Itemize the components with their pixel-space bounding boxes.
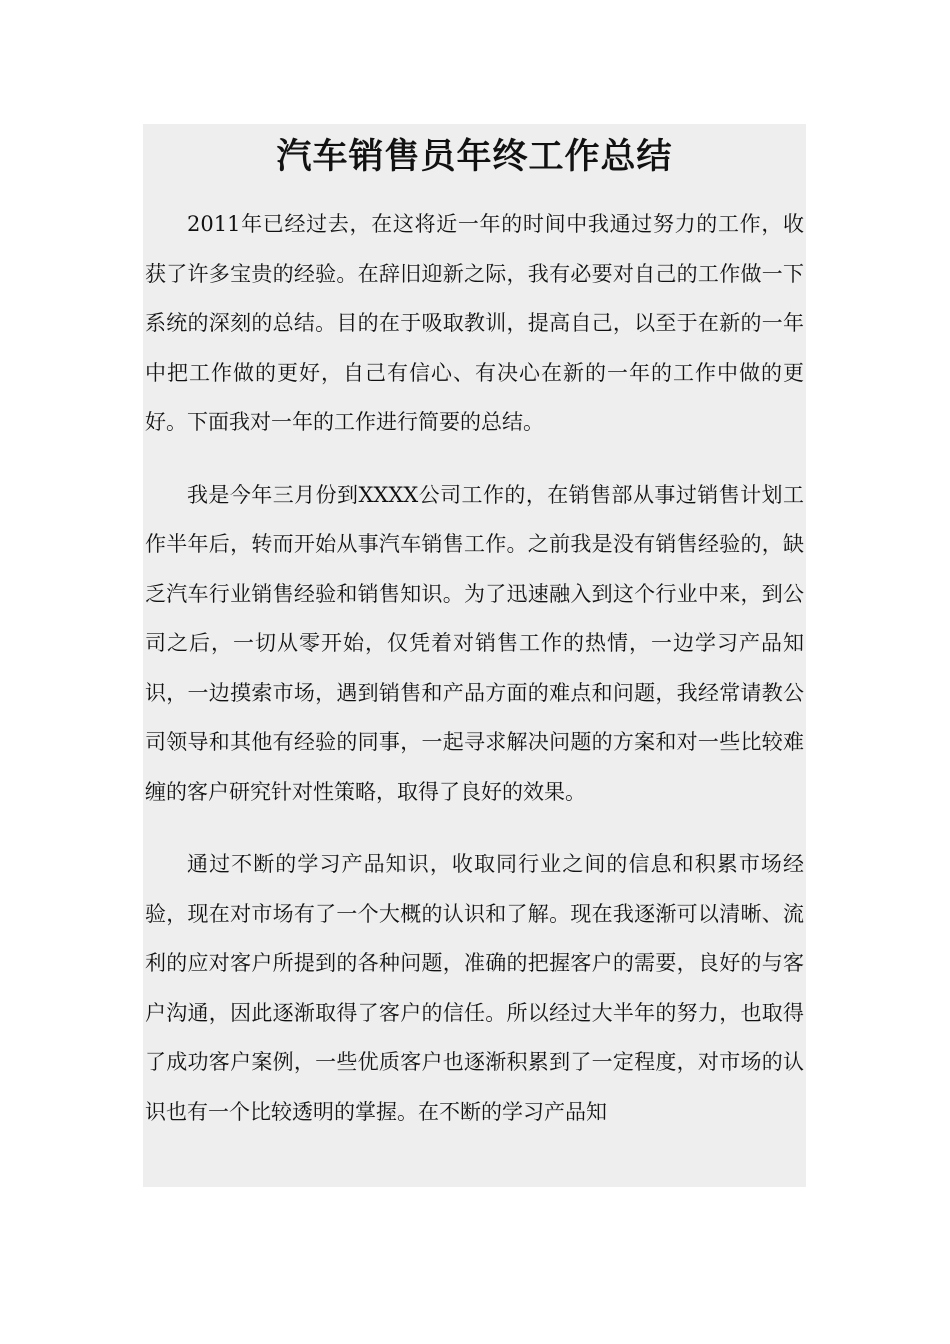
paragraph-2: 我是今年三月份到XXXX公司工作的，在销售部从事过销售计划工作半年后，转而开始从事汽车销售工作。之前我是没有销售经验的，缺乏汽车行业销售经验和销售知识。为了迅速融入到这个行业中来，到公司之后，一切从零开始，仅凭着对销售工作的热情，一边学习产品知识，一边摸索市场，遇到销售和产品方面的难点和问题，我经常请教公司领导和其他有经验的同事，一起寻求解决问题的方案和对一些比较难缠的客户研究针对性策略，取得了良好的效果。 bbox=[145, 482, 804, 804]
document-body bbox=[143, 200, 806, 1137]
paragraph-3: 通过不断的学习产品知识，收取同行业之间的信息和积累市场经验，现在对市场有了一个大概的认识和了解。现在我逐渐可以清晰、流利的应对客户所提到的各种问题，准确的把握客户的需要，良好的与客户沟通，因此逐渐取得了客户的信任。所以经过大半年的努力，也取得了成功客户案例，一些优质客户也逐渐积累到了一定程度，对市场的认识也有一个比较透明的掌握。在不断的学习产品知 bbox=[145, 852, 804, 1124]
document-page bbox=[143, 124, 806, 1187]
paragraph-1: 2011年已经过去，在这将近一年的时间中我通过努力的工作，收获了许多宝贵的经验。在辞旧迎新之际，我有必要对自己的工作做一下系统的深刻的总结。目的在于吸取教训，提高自己，以至于在新的一年中把工作做的更好，自己有信心、有决心在新的一年的工作中做的更好。下面我对一年的工作进行简要的总结。 bbox=[145, 212, 804, 434]
document-title: 汽车销售员年终工作总结 bbox=[276, 137, 673, 177]
